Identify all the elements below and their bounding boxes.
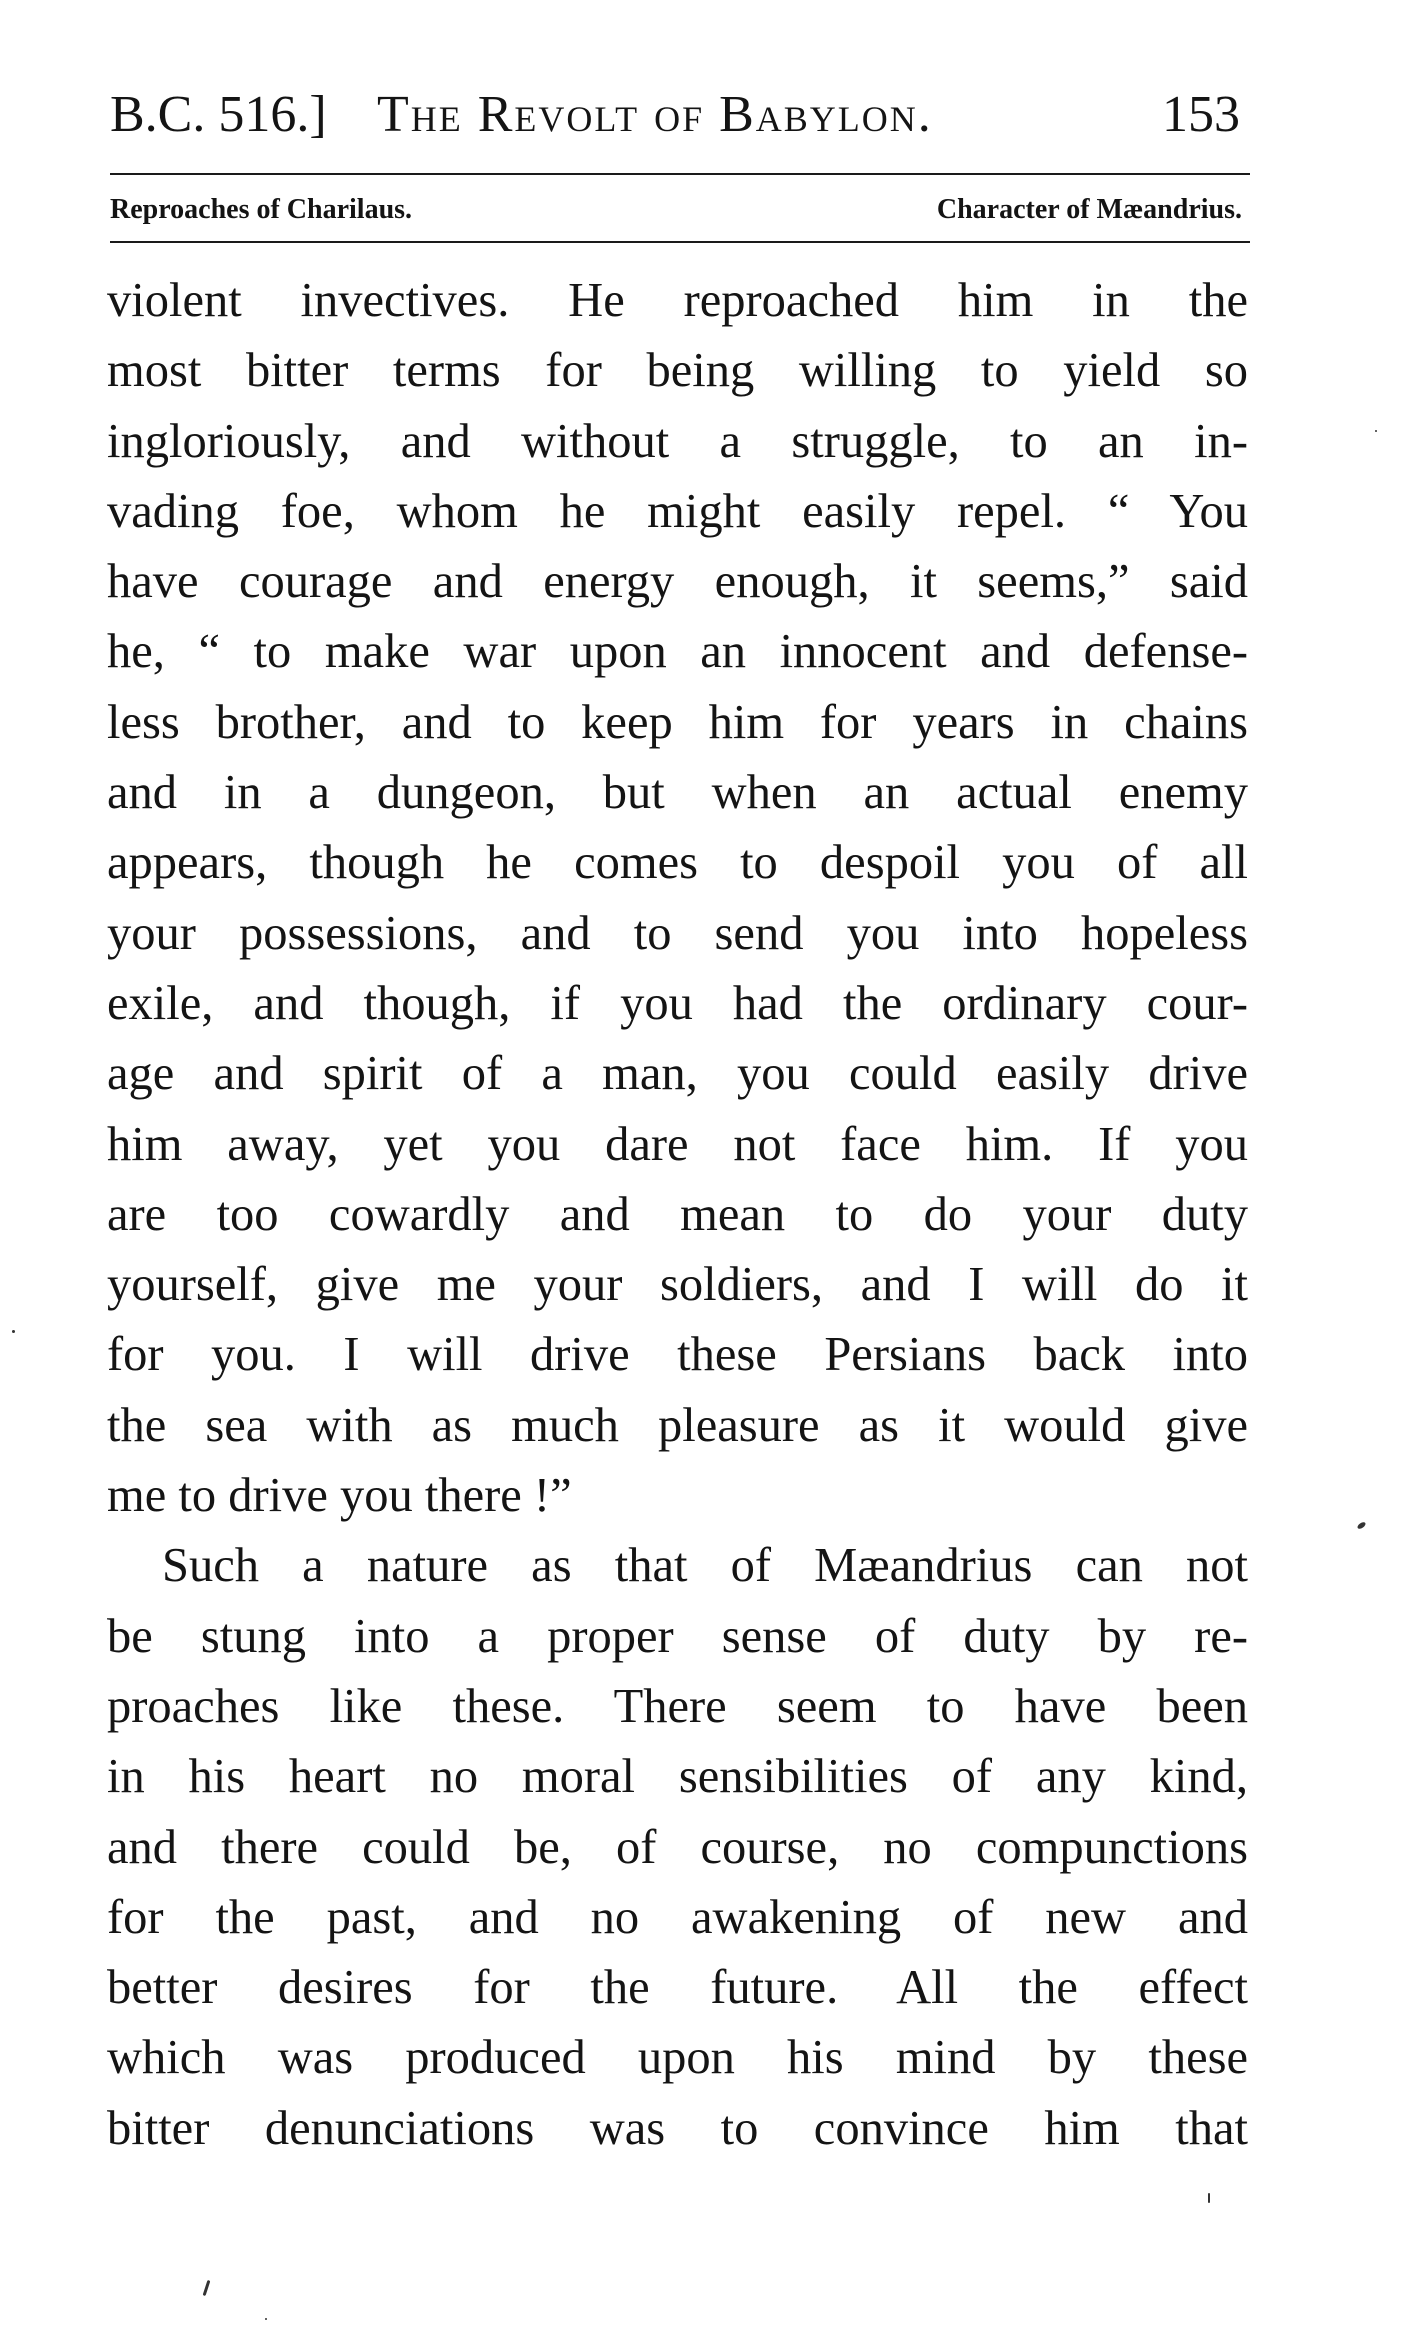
text-line: age and spirit of a man, you could easily drive (107, 1047, 1248, 1101)
text-line: proaches like these. There seem to have been (107, 1679, 1248, 1733)
text-line: violent invectives. He reproached him in the (107, 274, 1248, 327)
paragraph-start-line: Such a nature as that of Mæandrius can not (162, 1539, 1248, 1593)
sidenote-right: Character of Mæandrius. (936, 194, 1242, 225)
marginal-headings (110, 188, 1250, 232)
text-line: yourself, give me your soldiers, and I will do it (107, 1258, 1248, 1312)
text-line: and in a dungeon, but when an actual enemy (107, 766, 1248, 820)
print-speck (265, 2318, 267, 2320)
text-line: exile, and though, if you had the ordinary cour- (107, 976, 1248, 1030)
running-head (110, 80, 1250, 150)
text-line: the sea with as much pleasure as it would give (107, 1398, 1248, 1452)
text-line: ingloriously, and without a struggle, to an in- (107, 414, 1248, 468)
text-line: have courage and energy enough, it seems,” said (107, 555, 1248, 609)
text-line: your possessions, and to send you into hopeless (107, 906, 1248, 960)
running-head-date: B.C. 516.] (110, 86, 327, 143)
text-line: me to drive you there !” (107, 1469, 572, 1523)
print-speck (12, 1330, 15, 1333)
text-line: less brother, and to keep him for years in chains (107, 695, 1248, 749)
text-line: and there could be, of course, no compunctions (107, 1820, 1248, 1874)
body-text (107, 266, 1248, 2164)
text-line: which was produced upon his mind by these (107, 2031, 1248, 2085)
text-line: him away, yet you dare not face him. If you (107, 1117, 1248, 1171)
text-line: be stung into a proper sense of duty by re- (107, 1609, 1248, 1663)
print-speck (1208, 2193, 1210, 2203)
text-line: bitter denunciations was to convince him that (107, 2101, 1248, 2155)
sidenote-left: Reproaches of Charilaus. (110, 194, 413, 225)
text-line: he, “ to make war upon an innocent and defense- (107, 625, 1248, 679)
text-line: are too cowardly and mean to do your duty (107, 1187, 1248, 1241)
page-number: 153 (1162, 86, 1240, 143)
header-rule-bottom (110, 241, 1250, 243)
print-speck (203, 2280, 211, 2296)
text-line: appears, though he comes to despoil you of all (107, 836, 1248, 890)
text-line: for you. I will drive these Persians back into (107, 1328, 1248, 1382)
header-rule-top (110, 173, 1250, 175)
text-line: vading foe, whom he might easily repel. “ You (107, 484, 1248, 538)
running-head-title: The Revolt of Babylon. (377, 86, 933, 143)
print-speck (1356, 1521, 1366, 1530)
text-line: most bitter terms for being willing to yield so (107, 344, 1248, 398)
text-line: for the past, and no awakening of new and (107, 1890, 1248, 1944)
text-line: better desires for the future. All the effect (107, 1961, 1248, 2015)
print-speck (1375, 430, 1377, 432)
text-line: in his heart no moral sensibilities of any kind, (107, 1750, 1248, 1804)
